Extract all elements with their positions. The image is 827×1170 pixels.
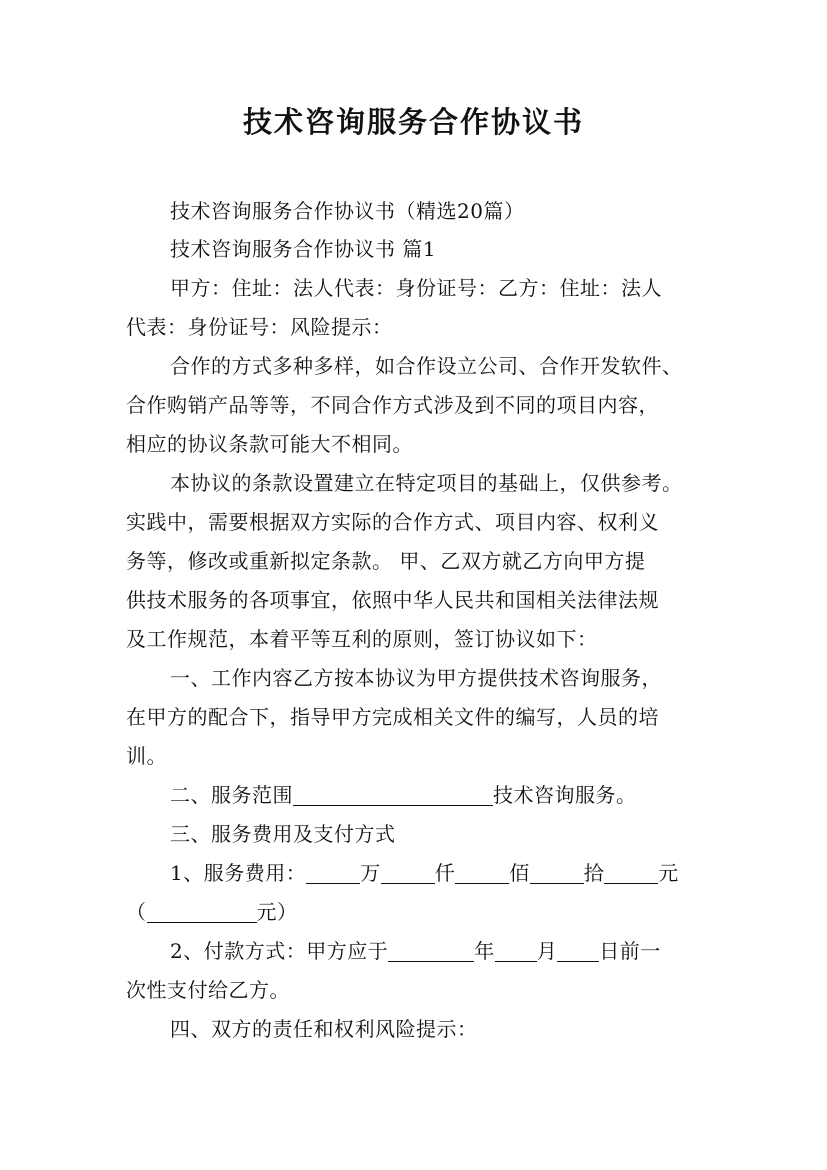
fee-yuan-blank[interactable] <box>604 863 658 884</box>
party-info-line: 甲方：住址：法人代表：身份证号：乙方：住址：法人 <box>170 276 662 300</box>
paragraph-line: 及工作规范，本着平等互利的原则，签订协议如下： <box>126 627 598 651</box>
document-title: 技术咨询服务合作协议书 <box>242 105 584 139</box>
payment-line-2: 次性支付给乙方。 <box>126 978 290 1002</box>
clause-line: 训。 <box>126 744 167 768</box>
payment-label: 2、付款方式：甲方应于 <box>170 939 389 963</box>
service-scope-line <box>170 780 637 810</box>
paragraph-line: 相应的协议条款可能大不相同。 <box>126 432 413 456</box>
payment-month-blank[interactable] <box>495 941 537 962</box>
clause-line: 在甲方的配合下，指导甲方完成相关文件的编写，人员的培 <box>126 705 659 729</box>
fee-label: 1、服务费用： <box>170 861 307 885</box>
fee-line <box>170 858 679 888</box>
fee-shi-blank[interactable] <box>530 863 584 884</box>
fee-wan-unit: 万 <box>360 861 381 885</box>
payment-month-unit: 月 <box>536 939 558 963</box>
fee-amount-open: （ <box>126 900 147 924</box>
clause-heading: 四、双方的责任和权利风险提示： <box>170 1017 478 1041</box>
fee-wan-blank[interactable] <box>306 863 360 884</box>
party-info-line-2: 代表：身份证号：风险提示： <box>126 315 393 339</box>
paragraph-line: 实践中，需要根据双方实际的合作方式、项目内容、权利义 <box>126 510 659 534</box>
chapter-heading: 技术咨询服务合作协议书 篇1 <box>170 237 437 261</box>
fee-yuan-unit: 元 <box>658 861 679 885</box>
service-scope-suffix: 技术咨询服务。 <box>493 783 637 807</box>
fee-amount-blank[interactable] <box>147 902 257 923</box>
paragraph-line: 合作的方式多种多样，如合作设立公司、合作开发软件、 <box>170 354 683 378</box>
fee-qian-unit: 仟 <box>434 861 456 885</box>
fee-shi-unit: 拾 <box>583 861 605 885</box>
fee-bai-blank[interactable] <box>455 863 509 884</box>
service-scope-label: 二、服务范围 <box>170 783 293 807</box>
paragraph-line: 合作购销产品等等，不同合作方式涉及到不同的项目内容， <box>126 393 659 417</box>
payment-line <box>170 936 661 966</box>
payment-day-suffix: 日前一 <box>599 939 661 963</box>
service-scope-blank[interactable] <box>293 785 493 806</box>
fee-bai-unit: 佰 <box>509 861 530 885</box>
payment-year-unit: 年 <box>474 939 495 963</box>
paragraph-line: 供技术服务的各项事宜，依照中华人民共和国相关法律法规 <box>126 588 659 612</box>
payment-day-blank[interactable] <box>557 941 599 962</box>
clause-heading: 三、服务费用及支付方式 <box>170 822 396 846</box>
fee-amount-suffix: 元） <box>256 900 298 924</box>
payment-year-blank[interactable] <box>388 941 474 962</box>
fee-qian-blank[interactable] <box>381 863 435 884</box>
subtitle-line: 技术咨询服务合作协议书（精选20篇） <box>170 199 525 223</box>
clause-line: 一、工作内容乙方按本协议为甲方提供技术咨询服务， <box>170 666 662 690</box>
paragraph-line: 本协议的条款设置建立在特定项目的基础上，仅供参考。 <box>170 471 683 495</box>
paragraph-line: 务等，修改或重新拟定条款。 甲、乙双方就乙方向甲方提 <box>126 549 646 573</box>
fee-amount-line <box>126 897 298 927</box>
